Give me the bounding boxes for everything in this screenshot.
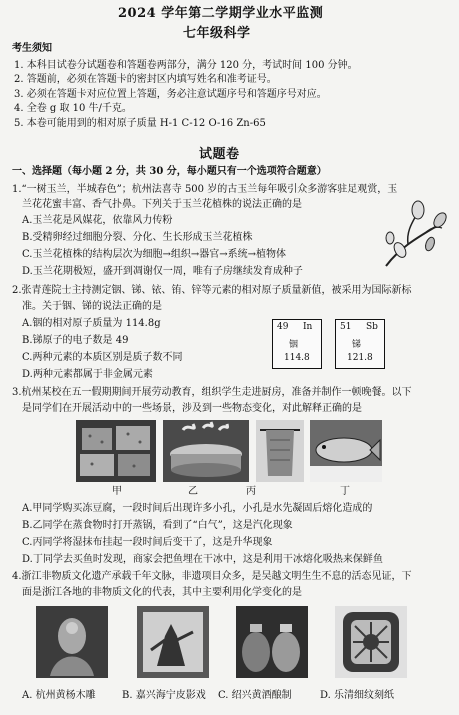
q2-option-b: B.锑原子的电子数是 49 (22, 335, 129, 346)
q3-stem-line2: 是同学们在开展活动中的一些场景，涉及到一些物态变化，对此解释正确的是 (22, 403, 362, 414)
q3-option-a: A.甲同学购买冻豆腐，一段时间后出现许多小孔，小孔是水先凝固后熔化造成的 (22, 503, 373, 514)
q1-stem-line1: 1.“一树玉兰，半城春色”；杭州法喜寺 500 岁的古玉兰每年吸引众多游客驻足观赏，玉 (12, 184, 398, 195)
q3-option-c: C.丙同学将湿抹布挂起一段时间后变干了，这是升华现象 (22, 537, 273, 548)
part1-heading: 一、选择题（每小题 2 分，共 30 分，每小题只有一个选项符合题意） (12, 166, 327, 177)
q3-option-b: B.乙同学在蒸食物时打开蒸锅，看到了“白气”，这是汽化现象 (22, 520, 293, 531)
element-mass: 114.8 (284, 353, 310, 363)
q2-stem-line1: 2.张青莲院士主持测定铟、锑、铱、铕、锌等元素的相对原子质量新值，被采用为国际新标 (12, 285, 412, 296)
element-symbol: In (303, 322, 313, 332)
q3-stem-line1: 3.杭州某校在五一假期期间开展劳动教育，组织学生走进厨房，准备并制作一顿晚餐。以下 (12, 387, 412, 398)
photo-paper-cutting (335, 606, 407, 678)
photo-yellow-wine (236, 606, 308, 678)
photo-wet-cloth (256, 420, 304, 482)
element-card-antimony (335, 319, 385, 369)
q4-option-c: C. 绍兴黄酒酿制 (218, 690, 292, 701)
q2-option-c: C.两种元素的本质区别是质子数不同 (22, 352, 183, 363)
q1-option-c: C.玉兰花植株的结构层次为细胞→组织→器官→系统→植物体 (22, 249, 286, 260)
q4-option-d: D. 乐清细纹刻纸 (320, 690, 395, 701)
q1-option-a: A.玉兰花是风媒花，依靠风力传粉 (22, 215, 173, 226)
element-symbol: Sb (366, 322, 378, 332)
notice-item-5: 5. 本卷可能用到的相对原子质量 H-1 C-12 O-16 Zn-65 (14, 118, 266, 129)
image-label-bing: 丙 (246, 486, 256, 497)
q4-option-a: A. 杭州黄杨木雕 (22, 690, 96, 701)
exam-title: 2024 学年第二学期学业水平监测 (118, 6, 324, 21)
notice-heading: 考生须知 (12, 43, 52, 54)
image-label-ding: 丁 (340, 486, 350, 497)
image-label-jia: 甲 (112, 486, 122, 497)
photo-frozen-tofu (76, 420, 156, 482)
q2-option-d: D.两种元素都属于非金属元素 (22, 369, 153, 380)
exam-subtitle: 七年级科学 (183, 26, 251, 41)
q2-stem-line2: 准。关于铟、锑的说法正确的是 (22, 301, 162, 312)
photo-boxwood-carving (36, 606, 108, 678)
element-card-indium (272, 319, 322, 369)
photo-steamer (163, 420, 249, 482)
photo-fish-dry-ice (310, 420, 382, 482)
q3-option-d: D.丁同学去买鱼时发现，商家会把鱼埋在干冰中，这是利用干冰熔化吸热来保鲜鱼 (22, 554, 383, 565)
q4-option-b: B. 嘉兴海宁皮影戏 (122, 690, 206, 701)
notice-item-3: 3. 必须在答题卡对应位置上答题，务必注意试题序号和答题序号对应。 (14, 89, 327, 100)
notice-item-2: 2. 答题前，必须在答题卡的密封区内填写姓名和准考证号。 (14, 74, 277, 85)
image-label-yi: 乙 (188, 486, 198, 497)
q2-option-a: A.铟的相对原子质量为 114.8g (22, 318, 161, 329)
q1-stem-line2: 兰花花蜜丰富、香气扑鼻。下列关于玉兰花植株的说法正确的是 (22, 199, 302, 210)
q4-stem-line2: 面是浙江各地的非物质文化的代表，其中主要利用化学变化的是 (22, 587, 302, 598)
element-mass: 121.8 (347, 353, 373, 363)
q4-stem-line1: 4.浙江非物质文化遗产承载千年文脉，非遗项目众多，是吴越文明生生不息的活态见证，下 (12, 571, 412, 582)
photo-shadow-puppet (137, 606, 209, 678)
notice-item-1: 1. 本科目试卷分试题卷和答题卷两部分，满分 120 分，考试时间 100 分钟。 (14, 60, 358, 71)
element-name: 锑 (352, 340, 362, 350)
section-title: 试题卷 (199, 147, 240, 162)
magnolia-illustration (378, 200, 450, 272)
q1-option-b: B.受精卵经过细胞分裂、分化、生长形成玉兰花植株 (22, 232, 253, 243)
element-name: 铟 (289, 340, 299, 350)
notice-item-4: 4. 全卷 g 取 10 牛/千克。 (14, 103, 132, 114)
element-number: 51 (340, 322, 352, 332)
element-number: 49 (277, 322, 289, 332)
q1-option-d: D.玉兰花期极短，盛开到凋谢仅一周，唯有子房继续发育成种子 (22, 266, 303, 277)
